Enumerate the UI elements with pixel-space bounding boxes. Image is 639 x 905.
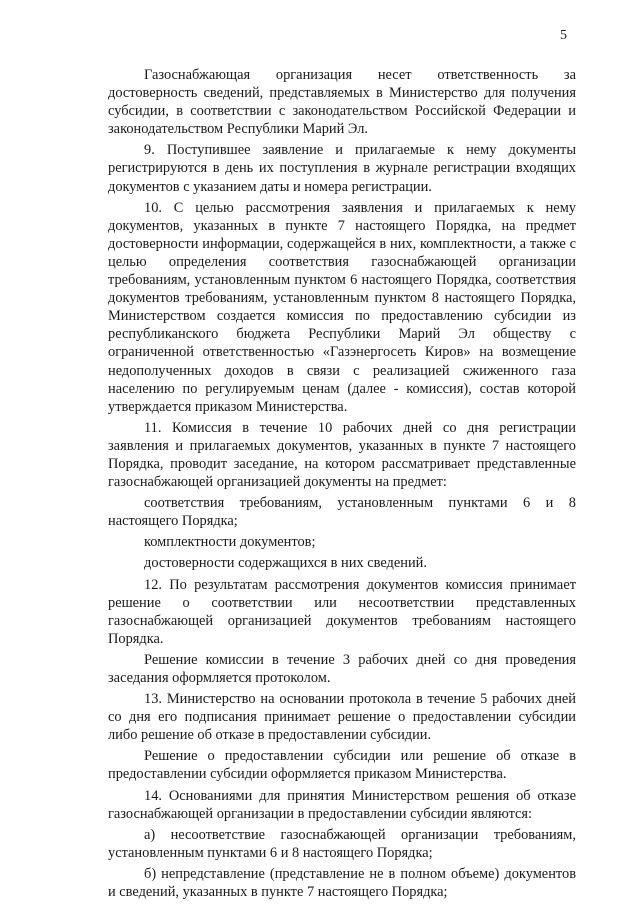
paragraph: достоверности содержащихся в них сведений. <box>144 555 427 572</box>
paragraph: Решение комиссии в течение 3 рабочих дней со дня проведения заседания оформляется протоколом. <box>108 651 576 686</box>
paragraph: 12. По результатам рассмотрения документов комиссия принимает решение о соответствии или несоответствии представленных газоснабжающей организацией документов требованиям настоящего Порядка. <box>108 576 576 647</box>
paragraph: 9. Поступившее заявление и прилагаемые к нему документы регистрируются в день их поступления в журнале регистрации входящих документов с указанием даты и номера регистрации. <box>108 142 576 195</box>
paragraph: Решение о предоставлении субсидии или решение об отказе в предоставлении субсидии оформляется приказом Министерства. <box>108 748 576 783</box>
paragraph: комплектности документов; <box>144 534 316 551</box>
document-body <box>108 66 576 901</box>
paragraph: а) несоответствие газоснабжающей организации требованиям, установленным пунктами 6 и 8 настоящего Порядка; <box>108 826 576 861</box>
paragraph: 14. Основаниями для принятия Министерством решения об отказе газоснабжающей организации в предоставлении субсидии являются: <box>108 787 576 822</box>
paragraph: соответствия требованиям, установленным пунктами 6 и 8 настоящего Порядка; <box>108 495 576 530</box>
paragraph: 10. С целью рассмотрения заявления и прилагаемых к нему документов, указанных в пункте 7 настоящего Порядка, на предмет достоверности информации, содержащейся в них, комплектности, а также с целью определения соответствия газоснабжающей организации требованиям, установленным пунктом 6 настоящего Порядка, соответствия документов требованиям, установленным пунктом 8 настоящего Порядка, Министерством создается комиссия по предоставлению субсидии из республиканского бюджета Республики Марий Эл обществу с ограниченной ответственностью «Газэнергосеть Киров» на возмещение недополученных доходов в связи с реализацией сжиженного газа населению по регулируемым ценам (далее - комиссия), состав которой утверждается приказом Министерства. <box>108 199 576 415</box>
paragraph: 13. Министерство на основании протокола в течение 5 рабочих дней со дня его подписания принимает решение о предоставлении субсидии либо решение об отказе в предоставлении субсидии. <box>108 691 576 744</box>
page-number: 5 <box>560 28 567 43</box>
paragraph: 11. Комиссия в течение 10 рабочих дней со дня регистрации заявления и прилагаемых документов, указанных в пункте 7 настоящего Порядка, проводит заседание, на котором рассматривает представленные газоснабжающей организацией документы на предмет: <box>108 419 576 491</box>
paragraph: Газоснабжающая организация несет ответственность за достоверность сведений, представляемых в Министерство для получения субсидии, в соответствии с законодательством Российской Федерации и законодательством Республики Марий Эл. <box>108 67 576 138</box>
paragraph: б) непредставление (представление не в полном объеме) документов и сведений, указанных в пункте 7 настоящего Порядка; <box>108 865 576 901</box>
